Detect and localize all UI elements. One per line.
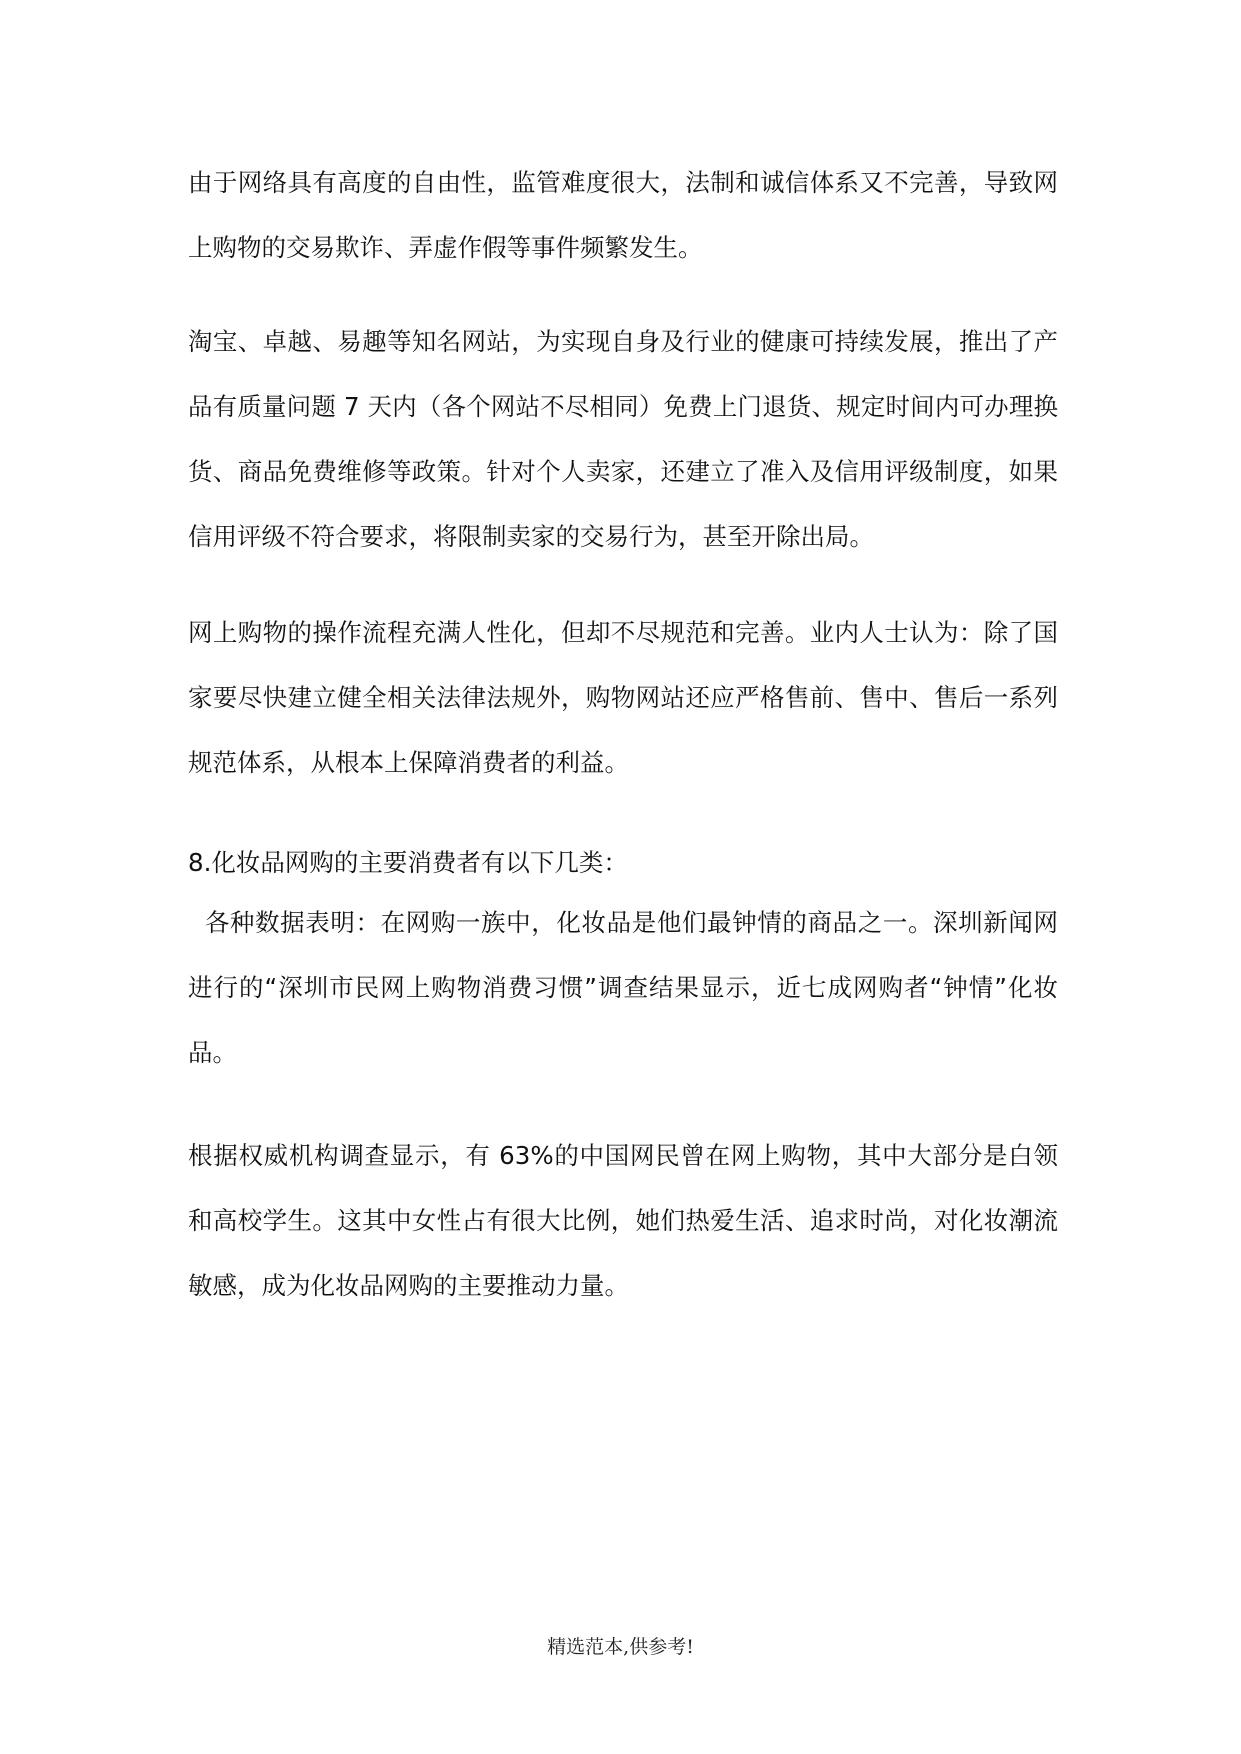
paragraph-process-regulation: 网上购物的操作流程充满人性化，但却不尽规范和完善。业内人士认为：除了国家要尽快建立健全相关法律法规外，购物网站还应严格售前、售中、售后一系列规范体系，从根本上保障消费者的利益。 xyxy=(188,618,1058,777)
page-footer: 精选范本,供参考! xyxy=(547,1636,694,1658)
paragraph-online-fraud: 由于网络具有高度的自由性，监管难度很大，法制和诚信体系又不完善，导致网上购物的交易欺诈、弄虚作假等事件频繁发生。 xyxy=(188,168,1058,262)
paragraph-consumer-demographics: 根据权威机构调查显示，有 63%的中国网民曾在网上购物，其中大部分是白领和高校学生。这其中女性占有很大比例，她们热爱生活、追求时尚，对化妆潮流敏感，成为化妆品网购的主要推动力量。 xyxy=(188,1141,1058,1300)
paragraph-website-policies: 淘宝、卓越、易趣等知名网站，为实现自身及行业的健康可持续发展，推出了产品有质量问题 7 天内（各个网站不尽相同）免费上门退货、规定时间内可办理换货、商品免费维修等政策。针对个人卖家，还建立了准入及信用评级制度，如果信用评级不符合要求，将限制卖家的交易行为，甚至开除出局。 xyxy=(188,327,1058,551)
paragraph-survey-results: 各种数据表明：在网购一族中，化妆品是他们最钟情的商品之一。深圳新闻网进行的“深圳市民网上购物消费习惯”调查结果显示，近七成网购者“钟情”化妆品。 xyxy=(188,908,1059,1067)
section-heading-cosmetics-consumers: 8.化妆品网购的主要消费者有以下几类： xyxy=(188,848,628,877)
